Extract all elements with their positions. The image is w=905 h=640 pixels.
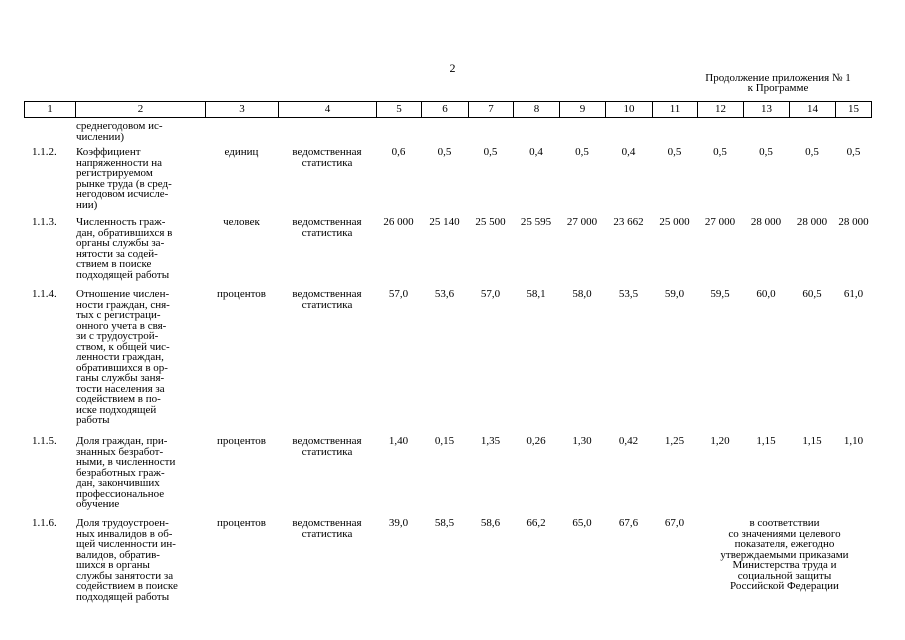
value-cell-col-13: 0,5 [759, 146, 773, 158]
value-cell-col-11: 0,5 [667, 146, 682, 158]
value-cell-col-15: 1,10 [843, 435, 864, 447]
value-cell-col-7: 1,35 [480, 435, 501, 447]
value-cell-col-6: 25 140 [429, 216, 460, 228]
value-cell-col-9: 27 000 [566, 216, 598, 228]
value-cell-col-6: 0,5 [437, 146, 452, 158]
table-row [24, 436, 872, 510]
source-cell: ведомственная статистика [292, 435, 362, 458]
header-cell-15: 15 [835, 102, 872, 117]
value-cell-col-12: 59,5 [710, 288, 730, 300]
merged-note: в соответствии со значениями целевого показателя, ежегодно утверждаемыми приказами Министерства труда и социальной защиты Российской Федерации [720, 517, 849, 592]
row-number: 1.1.5. [32, 435, 57, 447]
value-cell-col-12: 1,20 [710, 435, 730, 447]
value-cell-col-13: 60,0 [756, 288, 776, 300]
value-cell-col-5: 57,0 [388, 288, 409, 300]
header-cell-1: 1 [24, 102, 75, 117]
value-cell-col-7: 58,6 [480, 517, 501, 529]
value-cell-col-8: 0,4 [529, 146, 543, 158]
value-cell-col-13: 28 000 [750, 216, 782, 228]
header-cell-13: 13 [743, 102, 789, 117]
value-cell-col-11: 67,0 [664, 517, 685, 529]
value-cell-col-7: 57,0 [480, 288, 501, 300]
value-cell-col-15: 0,5 [846, 146, 861, 158]
value-cell-col-9: 0,5 [575, 146, 589, 158]
value-cell-col-7: 25 500 [475, 216, 506, 228]
header-cell-11: 11 [652, 102, 697, 117]
header-cell-14: 14 [789, 102, 835, 117]
value-cell-col-9: 65,0 [572, 517, 592, 529]
header-cell-7: 7 [468, 102, 513, 117]
value-cell-col-6: 58,5 [434, 517, 455, 529]
unit-cell: процентов [217, 288, 266, 300]
indicator-name: Доля трудоустроен- ных инвалидов в об- щей численности ин- валидов, обратив- шихся в органы службы занятости за содействием в поиске подходящей работы [76, 517, 178, 603]
value-cell-col-8: 0,26 [526, 435, 546, 447]
carryover-row [24, 121, 872, 142]
value-cell-col-11: 25 000 [659, 216, 690, 228]
value-cell-col-10: 23 662 [613, 216, 644, 228]
value-cell-col-11: 59,0 [664, 288, 685, 300]
value-cell-col-8: 58,1 [526, 288, 546, 300]
value-cell-col-14: 28 000 [796, 216, 828, 228]
indicator-name: Отношение числен- ности граждан, сня- тых с регистраци- онного учета в свя- зи с трудоустрой- ством, к общей чис- ленности граждан, обратившихся в ор- ганы службы заня- тости населения за содействием в по- иске подходящей работы [76, 288, 170, 426]
value-cell-col-5: 1,40 [388, 435, 409, 447]
unit-cell: процентов [217, 435, 266, 447]
table-row [24, 147, 872, 210]
header-cell-5: 5 [376, 102, 421, 117]
value-cell-col-15: 61,0 [843, 288, 864, 300]
table-row [24, 217, 872, 280]
carryover-text: среднегодовом ис- числении) [76, 120, 163, 143]
value-cell-col-15: 28 000 [838, 216, 869, 228]
value-cell-col-8: 66,2 [526, 517, 546, 529]
continuation-note [668, 73, 888, 93]
source-cell: ведомственная статистика [292, 216, 362, 239]
carryover-spacer [24, 121, 75, 142]
value-cell-col-14: 0,5 [805, 146, 819, 158]
row-number: 1.1.4. [32, 288, 57, 300]
value-cell-col-14: 60,5 [802, 288, 822, 300]
page-number: 2 [449, 61, 456, 75]
source-cell: ведомственная статистика [292, 288, 362, 311]
header-cell-3: 3 [205, 102, 278, 117]
table-row [24, 289, 872, 426]
value-cell-col-5: 0,6 [391, 146, 406, 158]
value-cell-col-12: 27 000 [704, 216, 736, 228]
value-cell-col-10: 0,4 [621, 146, 636, 158]
value-cell-col-9: 58,0 [572, 288, 592, 300]
unit-cell: человек [223, 216, 260, 228]
value-cell-col-5: 26 000 [383, 216, 414, 228]
indicator-name: Численность граж- дан, обратившихся в органы службы за- нятости за содей- ствием в поиске подходящей работы [76, 216, 173, 281]
value-cell-col-10: 67,6 [618, 517, 639, 529]
header-cell-2: 2 [75, 102, 205, 117]
value-cell-col-10: 53,5 [618, 288, 639, 300]
table-header-row [24, 101, 872, 118]
row-number: 1.1.2. [32, 146, 57, 158]
value-cell-col-12: 0,5 [713, 146, 727, 158]
unit-cell: единиц [224, 146, 259, 158]
unit-cell: процентов [217, 517, 266, 529]
value-cell-col-10: 0,42 [618, 435, 639, 447]
source-cell: ведомственная статистика [292, 146, 362, 169]
header-cell-12: 12 [697, 102, 743, 117]
header-cell-9: 9 [559, 102, 605, 117]
source-cell: ведомственная статистика [292, 517, 362, 540]
table-row [24, 518, 872, 602]
header-cell-8: 8 [513, 102, 559, 117]
value-cell-col-11: 1,25 [664, 435, 685, 447]
value-cell-col-13: 1,15 [756, 435, 776, 447]
value-cell-col-6: 53,6 [434, 288, 455, 300]
value-cell-col-7: 0,5 [483, 146, 498, 158]
value-cell-col-5: 39,0 [388, 517, 409, 529]
value-cell-col-14: 1,15 [802, 435, 822, 447]
header-cell-6: 6 [421, 102, 468, 117]
continuation-line-1: Продолжение приложения № 1 [705, 72, 851, 84]
indicator-name: Коэффициент напряженности на регистрируемом рынке труда (в сред- негодовом исчисле- нии) [76, 146, 172, 211]
value-cell-col-6: 0,15 [434, 435, 455, 447]
continuation-line-2: к Программе [747, 82, 809, 94]
indicator-name: Доля граждан, при- знанных безработ- ными, в численности безработных граж- дан, закончивших профессиональное обучение [76, 435, 176, 510]
row-number: 1.1.6. [32, 517, 57, 529]
header-cell-10: 10 [605, 102, 652, 117]
value-cell-col-8: 25 595 [520, 216, 552, 228]
row-number: 1.1.3. [32, 216, 57, 228]
value-cell-col-9: 1,30 [572, 435, 592, 447]
header-cell-4: 4 [278, 102, 376, 117]
